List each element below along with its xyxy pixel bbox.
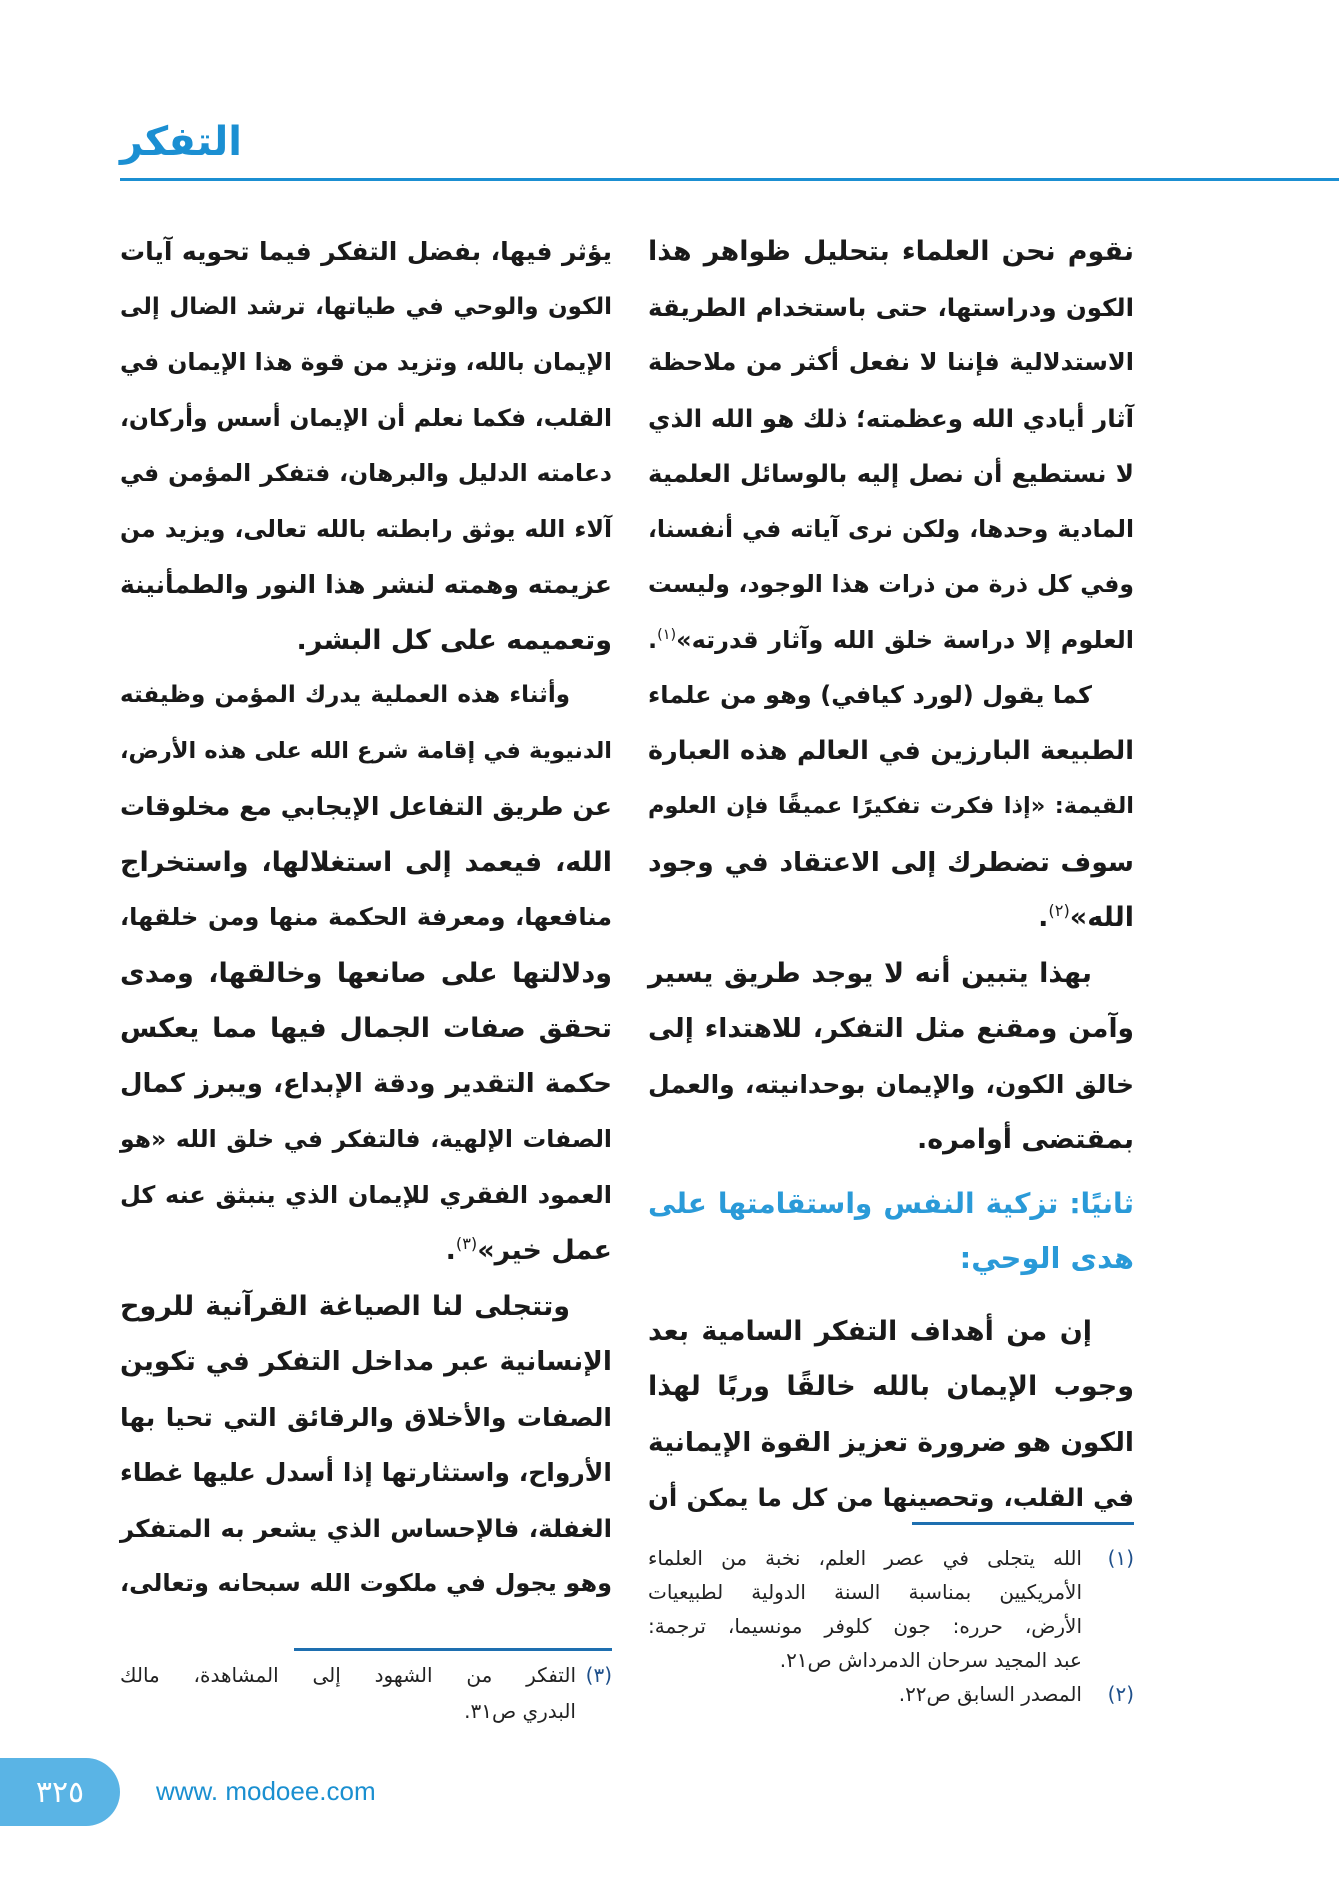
body-line: تحقق صفات الجمال فيها مما يعكس [120,1013,612,1044]
footnote [120,1657,612,1729]
body-line: العمود الفقري للإيمان الذي ينبثق عنه كل [120,1180,612,1209]
body-line [648,613,1134,669]
line-end: . [445,1235,456,1266]
line-text: الله» [1069,902,1134,933]
body-line: الدنيوية في إقامة شرع الله على هذه الأرض، [120,737,612,764]
body-line: الله، فيعمد إلى استغلالها، واستخراج [120,846,612,878]
heading-line: ثانيًا: تزكية النفس واستقامتها على [648,1186,1134,1220]
section-heading [648,1177,1134,1285]
body-line [120,1223,612,1279]
body-line: خالق الكون، والإيمان بوحدانيته، والعمل [648,1069,1134,1099]
body-line: نقوم نحن العلماء بتحليل ظواهر هذا [648,236,1134,267]
body-line: الكون هو ضرورة تعزيز القوة الإيمانية [648,1426,1134,1458]
left-column [120,224,612,1612]
body-line: القيمة: «إذا فكرت تفكيرًا عميقًا فإن العلوم [648,793,1134,819]
body-line: الطبيعة البارزين في العالم هذه العبارة [648,735,1134,766]
body-line: القلب، فكما نعلم أن الإيمان أسس وأركان، [120,403,612,432]
page-title: التفكر [120,119,242,165]
body-line [648,890,1134,946]
body-line: بهذا يتبين أنه لا يوجد طريق يسير [648,957,1092,989]
footnote-ref: (٢) [1048,901,1070,920]
body-line: الإنسانية عبر مداخل التفكر في تكوين [120,1346,612,1377]
body-line: دعامته الدليل والبرهان، فتفكر المؤمن في [120,459,612,487]
body-line: وجوب الإيمان بالله خالقًا وربًا لهذا [648,1371,1134,1402]
body-line: إن من أهداف التفكر السامية بعد [648,1315,1092,1347]
heading-line: هدى الوحي: [959,1240,1134,1275]
footnotes-right [648,1541,1134,1711]
body-line: في القلب، وتحصينها من كل ما يمكن أن [648,1483,1134,1512]
line-text: عمل خير» [477,1235,612,1266]
body-line: آثار أيادي الله وعظمته؛ ذلك هو الله الذي [648,403,1134,433]
paragraph [648,1304,1134,1526]
body-line: يؤثر فيها، بفضل التفكر فيما تحويه آيات [120,237,612,266]
footnote [648,1677,1134,1711]
body-line: ودلالتها على صانعها وخالقها، ومدى [120,957,612,989]
body-line: الصفات والأخلاق والرقائق التي تحيا بها [120,1402,612,1432]
footnote-ref: (١) [657,626,677,643]
body-line: الاستدلالية فإننا لا نفعل أكثر من ملاحظة [648,348,1134,376]
body-line: وهو يجول في ملكوت الله سبحانه وتعالى، [120,1569,612,1597]
right-column [648,224,1134,1526]
header-rule [120,178,1339,181]
body-line: المادية وحدها، ولكن نرى آياته في أنفسنا، [648,514,1134,543]
footnote-ref: (٣) [455,1234,478,1253]
body-line: الصفات الإلهية، فالتفكر في خلق الله «هو [120,1125,612,1153]
body-line: منافعها، ومعرفة الحكمة منها ومن خلقها، [120,903,612,931]
body-line: الكون والوحي في طياتها، ترشد الضال إلى [120,293,612,320]
body-line: لا نستطيع أن نصل إليه بالوسائل العلمية [648,459,1134,488]
page-number: ٣٢٥ [35,1774,85,1810]
footnote-line: المصدر السابق ص٢٢. [898,1682,1082,1706]
footnote-line: الأمريكيين بمناسبة السنة الدولية لطبيعيات [648,1580,1082,1604]
body-line: الغفلة، فالإحساس الذي يشعر به المتفكر [120,1513,612,1543]
body-line: بمقتضى أوامره. [916,1124,1134,1155]
footnote-line: الله يتجلى في عصر العلم، نخبة من العلماء [648,1546,1082,1570]
body-line: وفي كل ذرة من ذرات هذا الوجود، وليست [648,570,1134,598]
line-text: العلوم إلا دراسة خلق الله وآثار قدرته» [676,625,1134,654]
website-url: www. modoee.com [156,1776,376,1806]
body-line: كما يقول (لورد كيافي) وهو من علماء [648,681,1092,709]
body-line: الإيمان بالله، وتزيد من قوة هذا الإيمان في [120,348,612,376]
body-line: عن طريق التفاعل الإيجابي مع مخلوقات [120,792,612,821]
body-line: الأرواح، واستثارتها إذا أسدل عليها غطاء [120,1458,612,1487]
page-number-badge [0,1758,120,1826]
footnote [648,1541,1134,1677]
body-line: وآمن ومقنع مثل التفكر، للاهتداء إلى [648,1013,1134,1044]
body-line: وأثناء هذه العملية يدرك المؤمن وظيفته [120,682,570,708]
footnote-separator [912,1522,1134,1525]
footnote-separator [294,1648,612,1651]
footnote-number: (١) [1107,1546,1134,1570]
body-line: سوف تضطرك إلى الاعتقاد في وجود [648,846,1134,878]
body-line: حكمة التقدير ودقة الإبداع، ويبرز كمال [120,1068,612,1099]
footnote-line: عبد المجيد سرحان الدمرداش ص٢١. [779,1648,1082,1672]
body-line: آلاء الله يوثق رابطته بالله تعالى، ويزيد من [120,514,612,543]
line-end: . [648,625,658,654]
footnote-line: التفكر من الشهود إلى المشاهدة، مالك [120,1663,576,1687]
footnotes-left [120,1657,612,1729]
body-line: وتعميمه على كل البشر. [296,624,612,656]
body-line: عزيمته وهمته لنشر هذا النور والطمأنينة [120,570,612,599]
body-line: وتتجلى لنا الصياغة القرآنية للروح [120,1290,570,1322]
line-end: . [1038,902,1049,933]
footnote-number: (٣) [585,1663,612,1687]
footnote-line: البدري ص٣١. [464,1699,576,1723]
footnote-line: الأرض، حرره: جون كلوفر مونسيما، ترجمة: [648,1614,1082,1638]
footnote-number: (٢) [1107,1682,1134,1706]
body-line: الكون ودراستها، حتى باستخدام الطريقة [648,292,1134,322]
